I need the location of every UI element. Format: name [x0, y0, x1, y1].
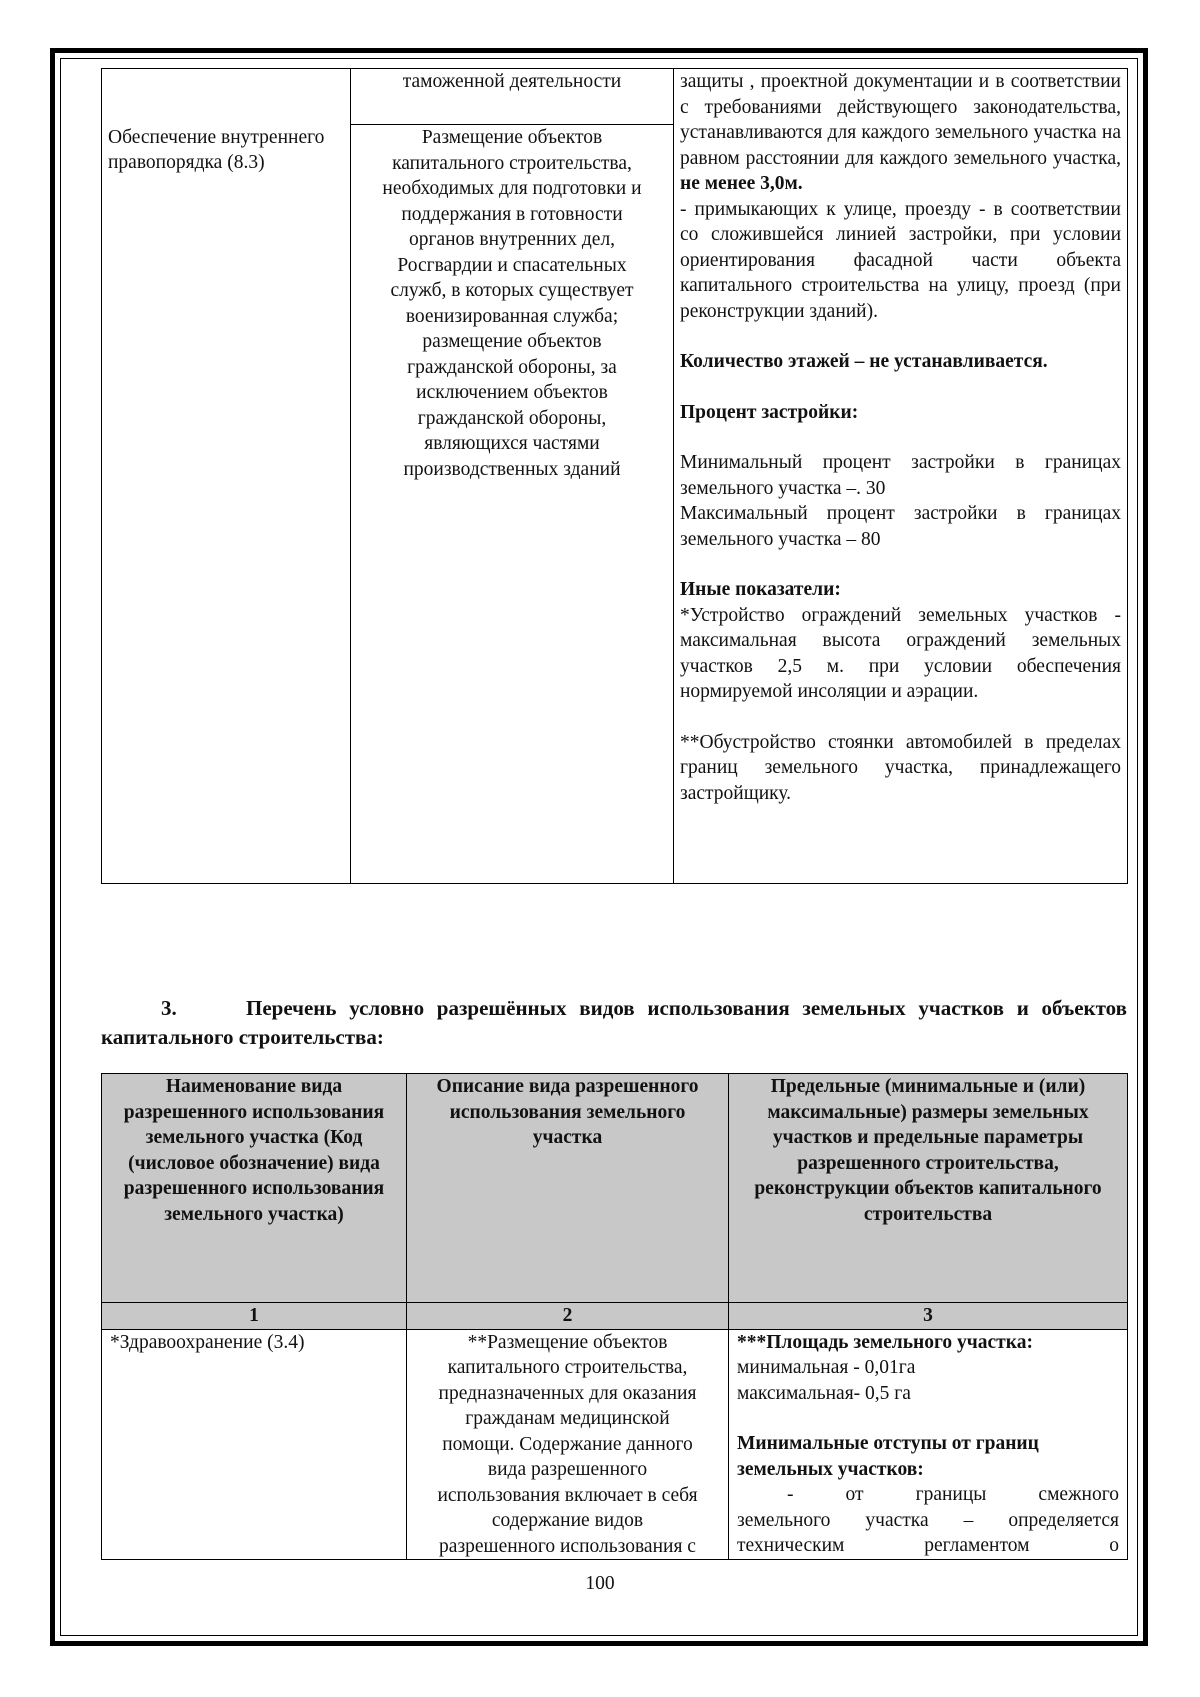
description-line: **Размещение объектов	[467, 1331, 668, 1353]
table-header-row	[102, 1074, 1128, 1303]
column-header: Наименование вида разрешенного использования земельного участка (Код (числовое обозначение) вида разрешенного использования земельного участка)	[102, 1074, 407, 1303]
description-line: вида разрешенного	[487, 1459, 648, 1480]
description-line: Размещение объектов	[421, 127, 603, 149]
setback-min-value: не менее 3,0м.	[680, 173, 803, 194]
description-line: являющихся частями	[424, 433, 600, 455]
description-line: размещение объектов	[422, 331, 602, 353]
description-line: помощи. Содержание данного	[442, 1433, 693, 1455]
use-name: *Здравоохранение (3.4)	[110, 1331, 305, 1353]
description-line: капитального строительства,	[392, 152, 632, 174]
area-max: максимальная- 0,5 га	[737, 1382, 911, 1404]
fence-text: *Устройство ограждений земельных участков - максимальная высота ограждений земельных участков 2,5 м. при условии обеспечения нормируемой инсоляции и аэрации.	[680, 604, 1121, 702]
section-title: Перечень условно разрешённых видов использования земельных участков и объектов капитального строительства:	[101, 996, 1127, 1049]
table-row	[102, 1329, 1128, 1560]
section-number: 3.	[161, 996, 177, 1020]
column-number: 3	[729, 1303, 1128, 1330]
use-description-cell	[407, 1329, 729, 1560]
column-number: 2	[407, 1303, 729, 1330]
max-percent-text: Максимальный процент застройки в границах земельного участка – 80	[680, 503, 1121, 550]
description-line: предназначенных для оказания	[438, 1382, 697, 1404]
description-line: гражданам медицинской	[465, 1408, 670, 1429]
setback-title: Минимальные отступы от границ земельных участков:	[737, 1433, 1039, 1480]
description-line: разрешенного использования с	[439, 1535, 696, 1557]
column-header: Предельные (минимальные и (или) максимальные) размеры земельных участков и предельные параметры разрешенного строительства, реконструкции объектов капитального строительства	[729, 1074, 1128, 1303]
column-number-row	[102, 1303, 1128, 1330]
page-number: 100	[585, 1573, 615, 1594]
description-line: производственных зданий	[403, 458, 621, 480]
use-name: Обеспечение внутреннего правопорядка (8.3)	[108, 126, 325, 174]
setback-line: техническим регламентом о	[737, 1535, 1119, 1556]
conditional-uses-table	[101, 1073, 1128, 1560]
zoning-table-continued	[101, 68, 1128, 884]
params-cell	[729, 1329, 1128, 1560]
area-title: ***Площадь земельного участка:	[737, 1331, 1033, 1353]
description-line: органов внутренних дел,	[408, 229, 616, 251]
use-name-cell	[102, 1329, 407, 1560]
description-line: необходимых для подготовки и	[382, 178, 642, 200]
section-heading	[101, 994, 1127, 1052]
other-title: Иные показатели:	[680, 579, 841, 600]
use-description-cell	[351, 125, 674, 884]
description-line: гражданской обороны,	[417, 407, 607, 429]
setback-line: земельного участка – определяется	[737, 1509, 1119, 1531]
description-line: военизированная служба;	[405, 305, 619, 327]
parking-text: **Обустройство стоянки автомобилей в пределах границ земельного участка, принадлежащего застройщику.	[680, 731, 1121, 804]
description-line: капитального строительства,	[447, 1357, 688, 1378]
description-line: служб, в которых существует	[390, 280, 634, 302]
table-row	[102, 69, 1128, 125]
description-line: использования включает в себя	[437, 1484, 698, 1506]
floors-text: Количество этажей – не устанавливается.	[680, 351, 1048, 372]
min-percent-text: Минимальный процент застройки в границах земельного участка –. 30	[680, 452, 1121, 499]
table-cell	[102, 69, 351, 125]
setback-line: - от границы смежного	[787, 1484, 1119, 1505]
area-min: минимальная - 0,01га	[737, 1357, 916, 1378]
description-line: Росгвардии и спасательных	[397, 254, 627, 276]
setback-text: защиты , проектной документации и в соответствии с требованиями действующего законодательства, устанавливаются для каждого земельного участка на равном расстоянии для каждого земельного участка,	[680, 71, 1121, 169]
column-number: 1	[102, 1303, 407, 1330]
street-setback-text: - примыкающих к улице, проезду - в соответствии со сложившейся линией застройки, при условии ориентирования фасадной части объекта капитального строительства на улицу, проезд (при реконструкции зданий).	[680, 198, 1121, 322]
description-line: поддержания в готовности	[401, 203, 623, 225]
use-name-cell	[102, 125, 351, 884]
description-line: исключением объектов	[416, 382, 608, 404]
description-line: содержание видов	[491, 1510, 644, 1531]
description-line: гражданской обороны, за	[407, 356, 617, 378]
table-cell-params	[674, 69, 1128, 884]
percent-title: Процент застройки:	[680, 401, 859, 423]
table-cell: таможенной деятельности	[351, 69, 674, 125]
column-header: Описание вида разрешенного использования земельного участка	[407, 1074, 729, 1303]
